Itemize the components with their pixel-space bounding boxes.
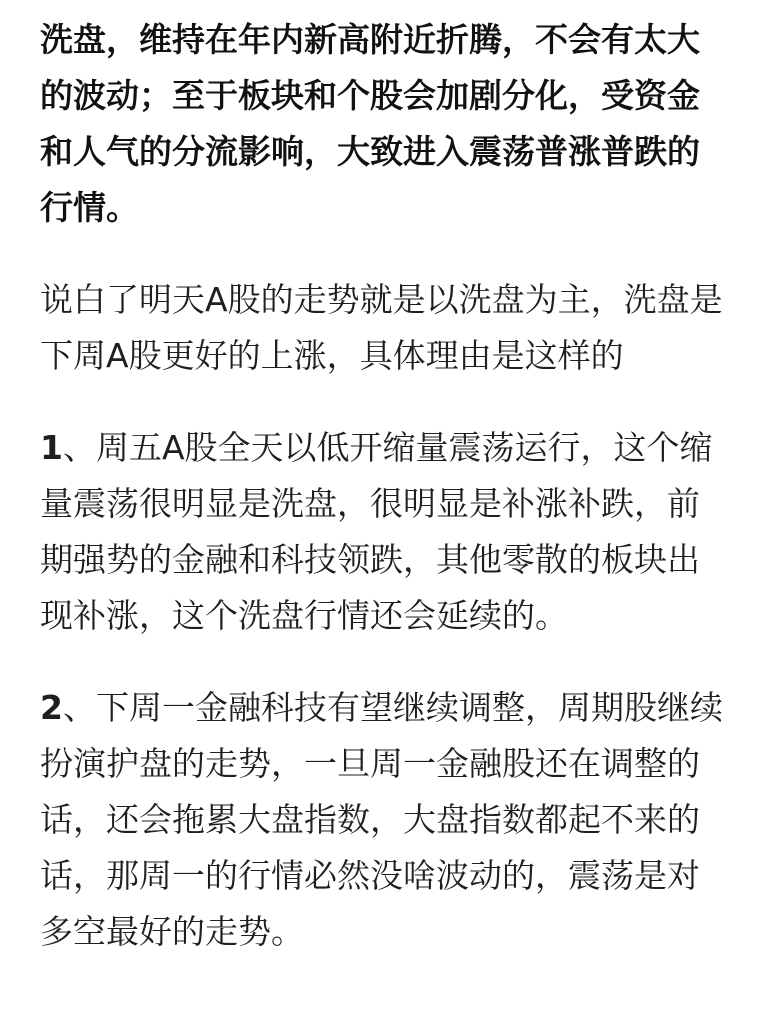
- point-1: [40, 420, 730, 644]
- point-2-text: 、下周一金融科技有望继续调整，周期股继续扮演护盘的走势，一旦周一金融股还在调整的话，还会拖累大盘指数，大盘指数都起不来的话，那周一的行情必然没啥波动的，震荡是对多空最好的走势。: [40, 688, 723, 951]
- point-1-number: 1: [40, 428, 63, 467]
- paragraph-summary: 洗盘，维持在年内新高附近折腾，不会有太大的波动；至于板块和个股会加剧分化，受资金和人气的分流影响，大致进入震荡普涨普跌的行情。: [40, 20, 700, 227]
- point-1-text: 、周五A股全天以低开缩量震荡运行，这个缩量震荡很明显是洗盘，很明显是补涨补跌，前期强势的金融和科技领跌，其他零散的板块出现补涨，这个洗盘行情还会延续的。: [40, 428, 713, 635]
- point-2: [40, 680, 730, 960]
- point-2-number: 2: [40, 688, 63, 727]
- paragraph-intro: 说白了明天A股的走势就是以洗盘为主，洗盘是下周A股更好的上涨，具体理由是这样的: [40, 280, 723, 375]
- article-body: [40, 12, 730, 960]
